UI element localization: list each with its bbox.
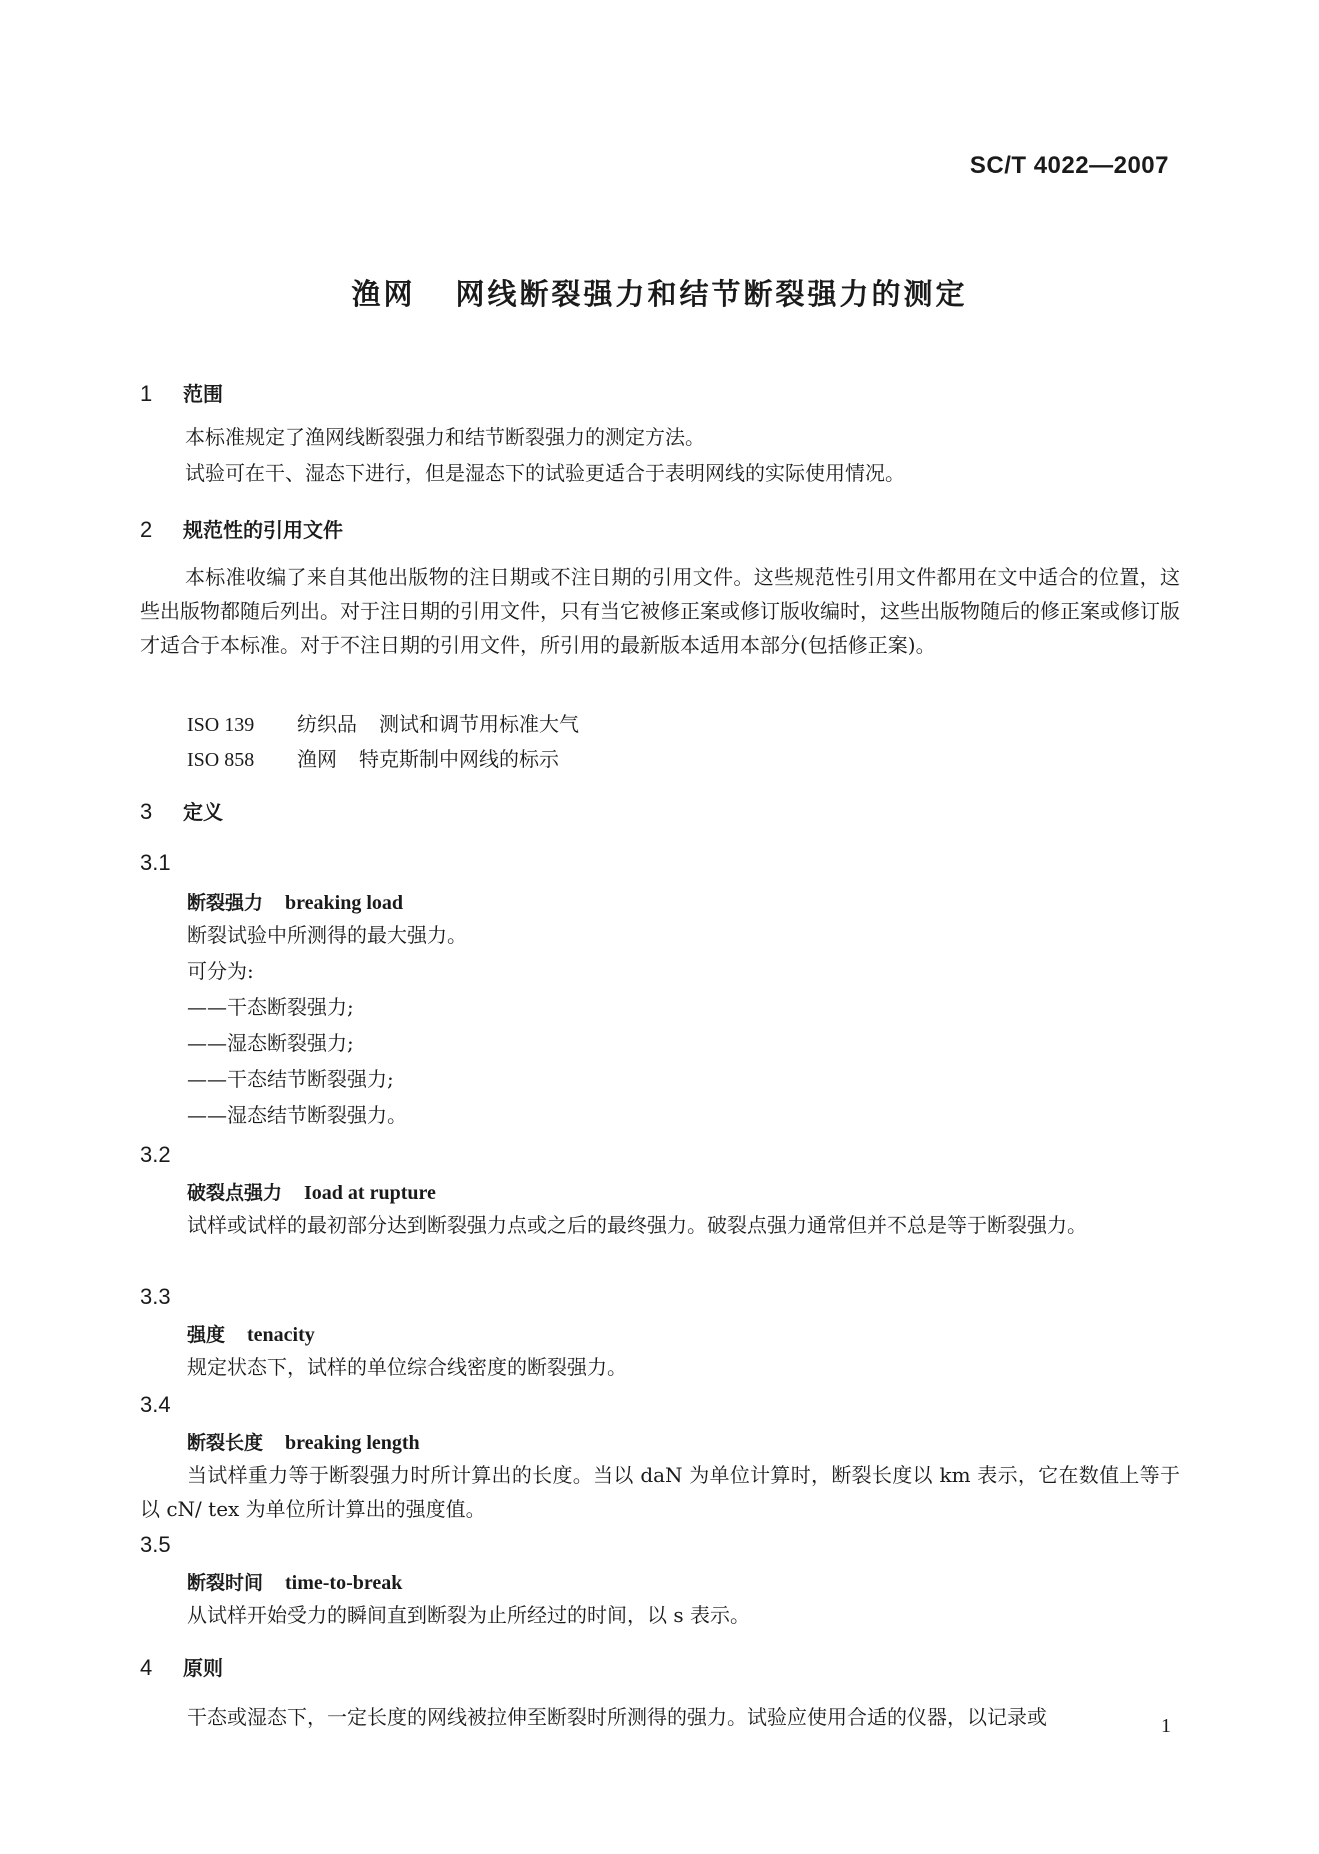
standard-code: SC/T 4022—2007 bbox=[969, 152, 1169, 179]
list-item: ——湿态结节断裂强力。 bbox=[187, 1103, 407, 1127]
clause-3-3-definition: 规定状态下，试样的单位综合线密度的断裂强力。 bbox=[187, 1355, 627, 1379]
section-2-heading: 2 规范性的引用文件 bbox=[140, 517, 343, 542]
clause-3-5-term: 断裂时间 time-to-break bbox=[187, 1572, 403, 1594]
section-1-para-2: 试验可在干、湿态下进行，但是湿态下的试验更适合于表明网线的实际使用情况。 bbox=[185, 461, 905, 485]
section-1-heading: 1 范围 bbox=[140, 381, 223, 406]
clause-3-1-term: 断裂强力 breaking load bbox=[187, 892, 404, 914]
clause-3-4-term: 断裂长度 breaking length bbox=[187, 1432, 420, 1454]
list-item: ——干态结节断裂强力; bbox=[187, 1067, 394, 1091]
clause-3-3-term: 强度 tenacity bbox=[187, 1324, 315, 1346]
clause-3-4-definition: 当试样重力等于断裂强力时所计算出的长度。当以 daN 为单位计算时，断裂长度以 km 表示，它在数值上等于以 cN/ tex 为单位所计算出的强度值。 bbox=[140, 1463, 1180, 1521]
clause-3-4-number: 3.4 bbox=[140, 1392, 171, 1417]
clause-3-2-number: 3.2 bbox=[140, 1142, 171, 1167]
section-3-heading: 3 定义 bbox=[140, 799, 223, 824]
list-item: ——干态断裂强力; bbox=[187, 995, 354, 1019]
clause-3-5-number: 3.5 bbox=[140, 1532, 171, 1557]
clause-3-3-number: 3.3 bbox=[140, 1284, 171, 1309]
clause-3-2-term: 破裂点强力 Ioad at rupture bbox=[187, 1182, 436, 1204]
section-4-para-1: 干态或湿态下，一定长度的网线被拉伸至断裂时所测得的强力。试验应使用合适的仪器，以记录或 bbox=[187, 1705, 1047, 1729]
list-item: ——湿态断裂强力; bbox=[187, 1031, 354, 1055]
title-part-1: 渔网 bbox=[351, 277, 416, 311]
section-4-heading: 4 原则 bbox=[140, 1655, 223, 1680]
clause-3-5-definition: 从试样开始受力的瞬间直到断裂为止所经过的时间，以 s 表示。 bbox=[187, 1603, 750, 1627]
clause-3-1-definition: 断裂试验中所测得的最大强力。 bbox=[187, 923, 467, 947]
reference-item: ISO 858 渔网 特克斯制中网线的标示 bbox=[187, 747, 559, 771]
section-2-para-1: 本标准收编了来自其他出版物的注日期或不注日期的引用文件。这些规范性引用文件都用在文中适合的位置，这些出版物都随后列出。对于注日期的引用文件，只有当它被修正案或修订版收编时，这些出版物随后的修正案或修订版才适合于本标准。对于不注日期的引用文件，所引用的最新版本适用本部分(包括修正案)。 bbox=[140, 565, 1180, 657]
section-1-para-1: 本标准规定了渔网线断裂强力和结节断裂强力的测定方法。 bbox=[185, 425, 705, 449]
clause-3-2-definition: 试样或试样的最初部分达到断裂强力点或之后的最终强力。破裂点强力通常但并不总是等于断裂强力。 bbox=[187, 1213, 1087, 1237]
title-part-2: 网线断裂强力和结节断裂强力的测定 bbox=[455, 277, 968, 311]
document-title bbox=[0, 272, 1319, 313]
reference-item: ISO 139 纺织品 测试和调节用标准大气 bbox=[187, 712, 579, 736]
page-number: 1 bbox=[1161, 1715, 1171, 1737]
clause-3-1-intro: 可分为: bbox=[187, 959, 254, 983]
clause-3-1-number: 3.1 bbox=[140, 850, 171, 875]
